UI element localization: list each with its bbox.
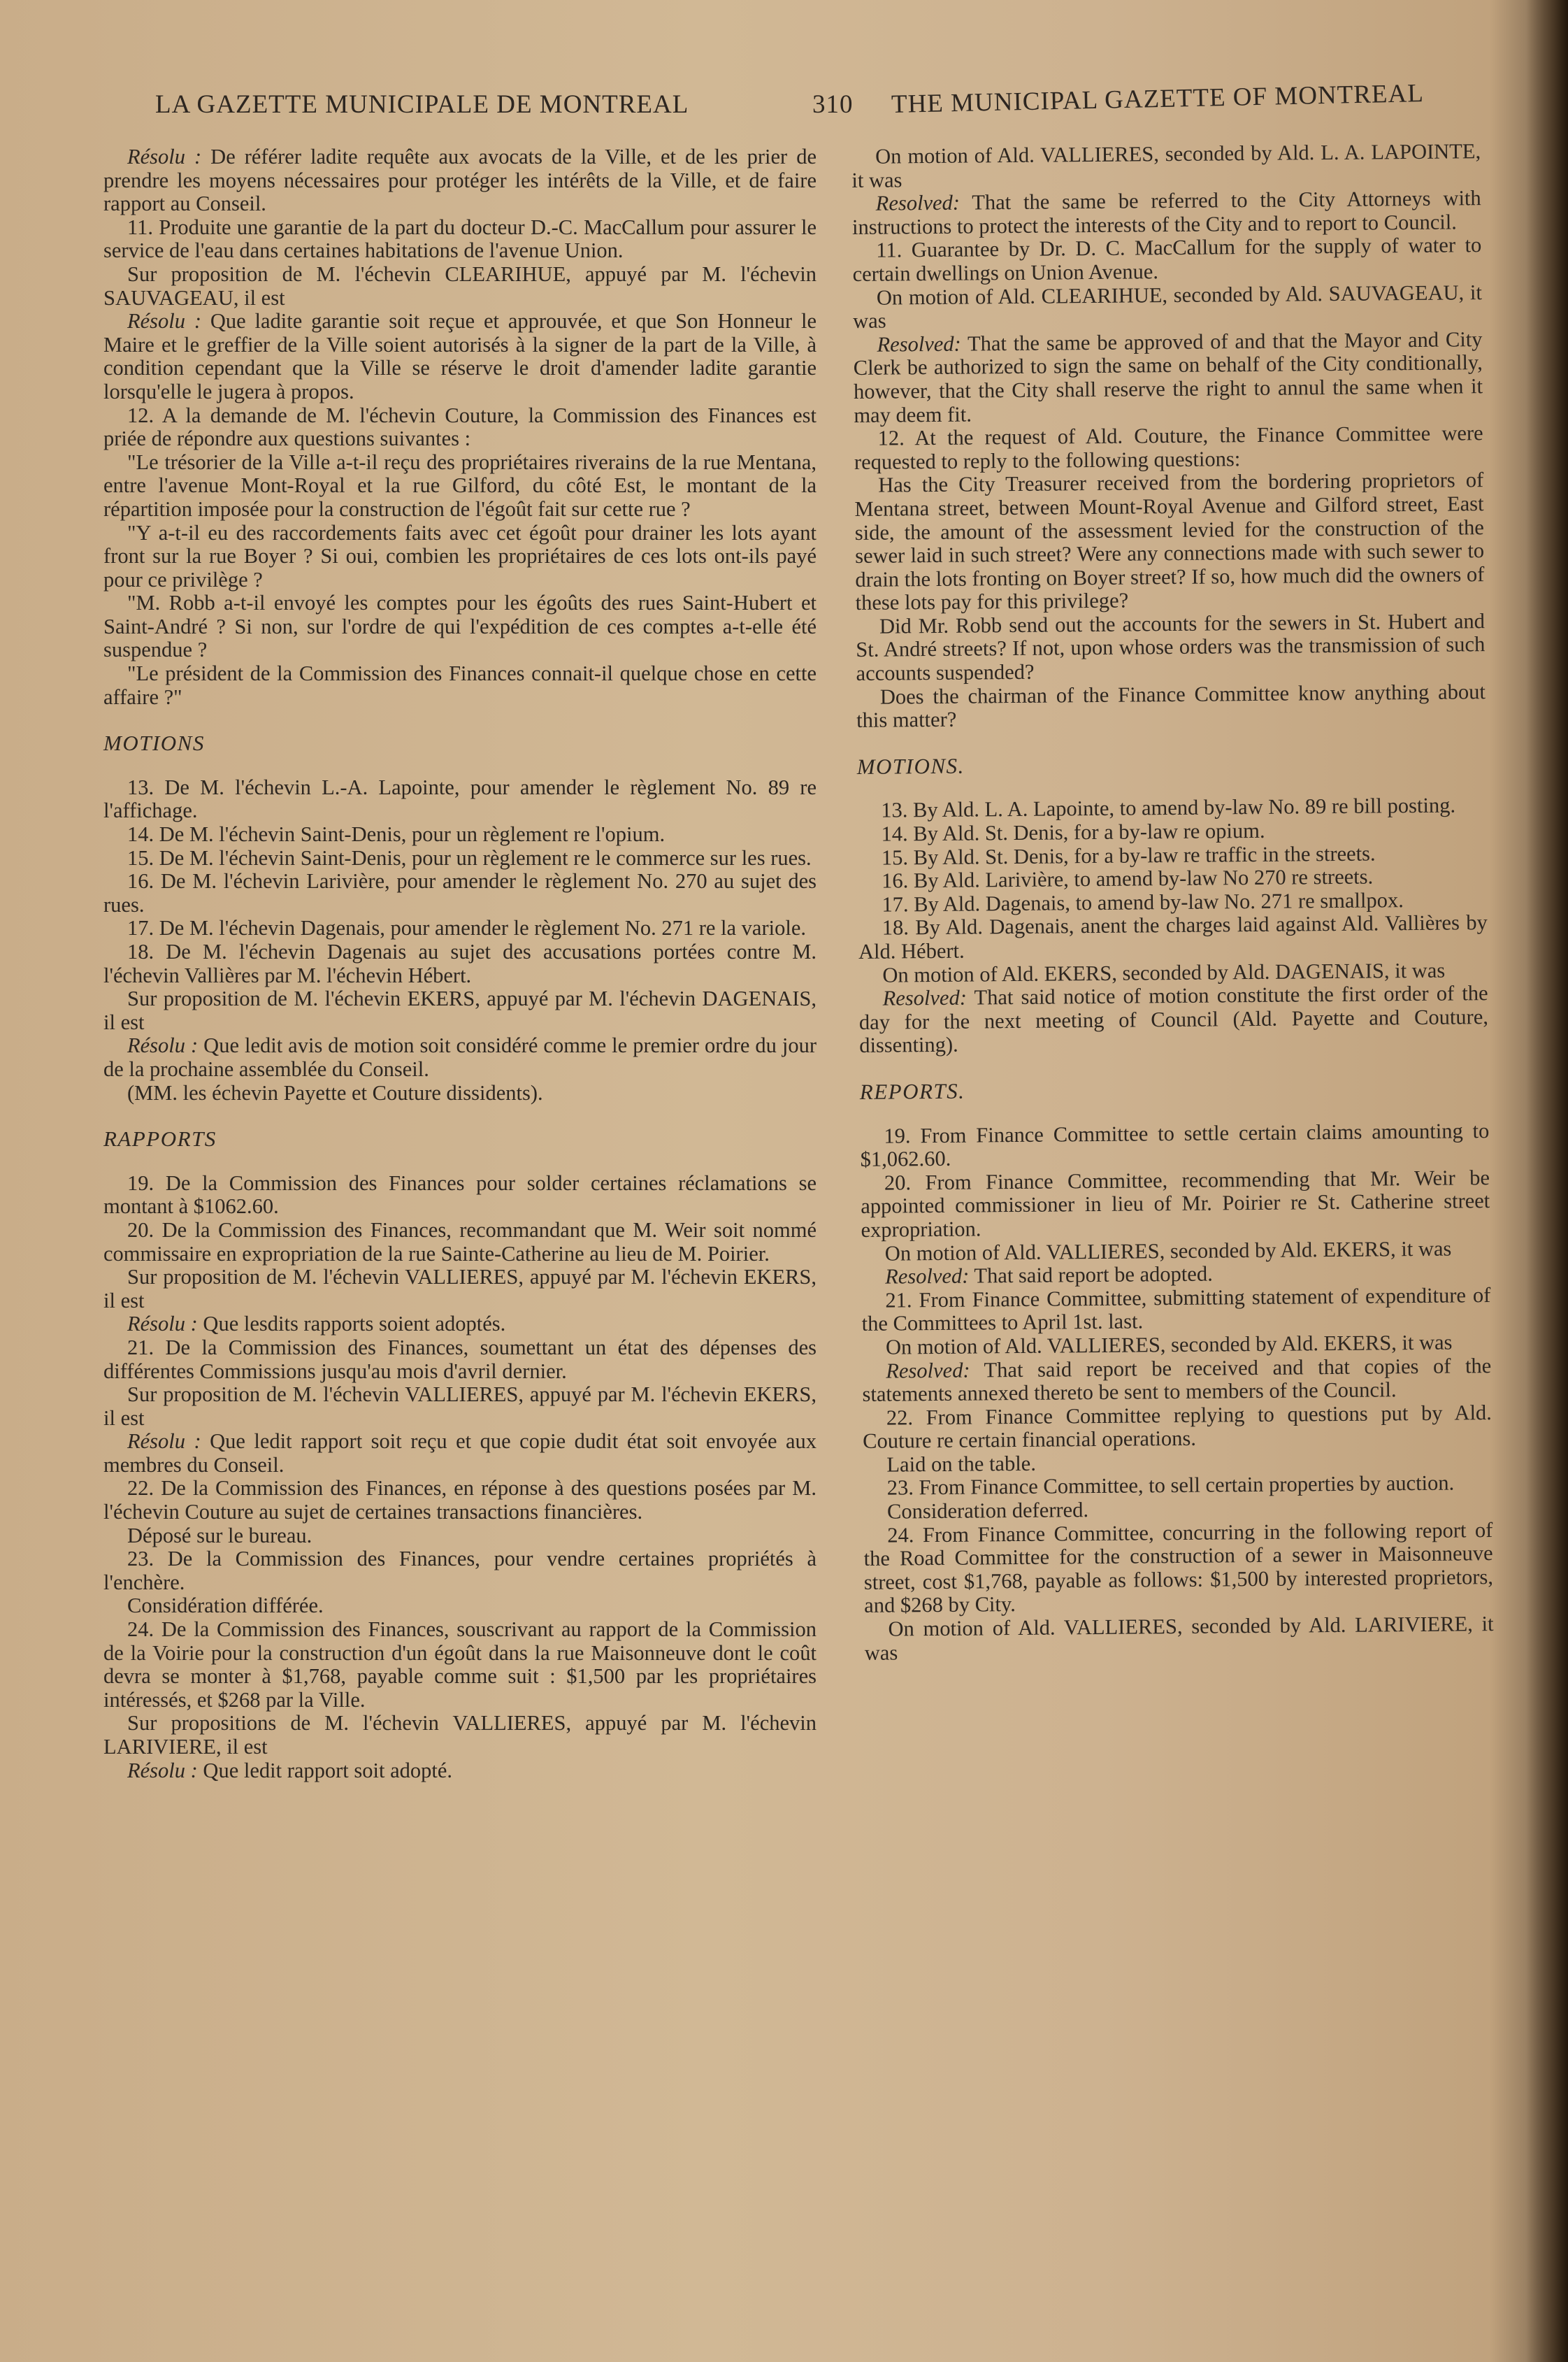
paragraph-text: On motion of Ald. EKERS, seconded by Ald. DAGENAIS, it was (882, 958, 1446, 987)
paragraph (854, 468, 1485, 615)
paragraph-text: Considération différée. (127, 1594, 324, 1618)
paragraph (103, 1712, 817, 1759)
paragraph-text: 23. From Finance Committee, to sell certain properties by auction. (886, 1471, 1455, 1501)
paragraph (103, 1547, 817, 1594)
paragraph (856, 680, 1486, 733)
resolution-label: Résolu : (127, 309, 202, 334)
paragraph-text: On motion of Ald. VALLIERES, seconded by Ald. LARIVIERE, it was (864, 1612, 1494, 1665)
paragraph (103, 870, 817, 917)
paragraph-text: 15. De M. l'échevin Saint-Denis, pour un règlement re le commerce sur les rues. (127, 845, 812, 870)
paragraph-text: Consideration deferred. (886, 1498, 1089, 1524)
paragraph-text: 24. De la Commission des Finances, souscrivant au rapport de la Commission de la Voirie pour la construction d'un égoût dans la rue Maisonneuve dont le coût devra se monter à $1,768, payable comme suit : $1,500 par les propriétaires intéressés, et $268 par la Ville. (103, 1617, 817, 1712)
paragraph-text: 12. At the request of Ald. Couture, the Finance Committee were requested to reply to the following questions: (854, 421, 1483, 474)
section-heading: MOTIONS (103, 731, 205, 756)
paragraph-text: That said report be adopted. (969, 1261, 1213, 1288)
paragraph-text: Sur proposition de M. l'échevin VALLIERES, appuyé par M. l'échevin EKERS, il est (103, 1265, 817, 1312)
paragraph (103, 145, 817, 216)
header-english-title: THE MUNICIPAL GAZETTE OF MONTREAL (891, 79, 1425, 119)
paragraph (852, 187, 1482, 239)
paragraph (103, 1759, 817, 1783)
paragraph (103, 404, 817, 451)
paragraph (856, 610, 1486, 686)
resolution-label: Résolu : (127, 1312, 198, 1336)
paragraph (103, 1082, 817, 1105)
paragraph-text: 18. De M. l'échevin Dagenais au sujet des accusations portées contre M. l'échevin Vallières par M. l'échevin Hébert. (103, 940, 817, 987)
paragraph-text: That the same be referred to the City Attorneys with instructions to protect the interests of the City and to report to Council. (851, 186, 1481, 239)
paragraph-text: Sur proposition de M. l'échevin CLEARIHUE, appuyé par M. l'échevin SAUVAGEAU, il est (103, 262, 817, 310)
paragraph (858, 912, 1488, 964)
paragraph-text: Has the City Treasurer received from the bordering proprietors of Mentana street, between Mount-Royal Avenue and Gilford street, East side, the amount of the assessment levied for the construction of the sewer laid in such street? Were any connections made with such sewer to drain the lots fronting on Boyer street? If so, how much did the owners of these lots pay for this privilege? (854, 468, 1485, 615)
paragraph-text: 14. De M. l'échevin Saint-Denis, pour un règlement re l'opium. (127, 822, 666, 847)
paragraph (103, 987, 817, 1034)
paragraph-text: 12. A la demande de M. l'échevin Couture, la Commission des Finances est priée de répondre aux questions suivantes : (103, 403, 817, 451)
paragraph-text: 16. De M. l'échevin Larivière, pour amender le règlement No. 270 au sujet des rues. (103, 869, 817, 917)
paragraph (103, 1430, 817, 1477)
paragraph-text: 17. By Ald. Dagenais, to amend by-law No. 271 re smallpox. (882, 887, 1404, 917)
paragraph (103, 1477, 817, 1524)
paragraph-text: That the same be approved of and that the Mayor and City Clerk be authorized to sign the same on behalf of the City conditionally, however, that the City shall reserve the right to annul the same when it may deem fit. (853, 327, 1483, 427)
paragraph (103, 847, 817, 871)
paragraph (861, 1284, 1491, 1336)
paragraph (103, 1219, 817, 1266)
paragraph (103, 1383, 817, 1430)
paragraph-text: 11. Guarantee by Dr. D. C. MacCallum for the supply of water to certain dwellings on Union Avenue. (852, 233, 1482, 286)
paragraph (861, 1166, 1490, 1243)
paragraph-text: On motion of Ald. VALLIERES, seconded by Ald. EKERS, it was (884, 1236, 1452, 1266)
resolution-label: Resolved: (877, 331, 961, 357)
paragraph-text: (MM. les échevin Payette et Couture dissidents). (127, 1080, 543, 1105)
resolution-label: Résolu : (127, 1758, 198, 1782)
section-heading: REPORTS. (859, 1078, 965, 1104)
resolution-label: Resolved: (884, 1264, 970, 1289)
paragraph-text: Sur proposition de M. l'échevin EKERS, appuyé par M. l'échevin DAGENAIS, il est (103, 987, 817, 1034)
paragraph-text: 22. De la Commission des Finances, en réponse à des questions posées par M. l'échevin Couture au sujet de certaines transactions financières. (103, 1476, 817, 1524)
paragraph-text: On motion of Ald. VALLIERES, seconded by Ald. L. A. LAPOINTE, it was (851, 139, 1481, 192)
paragraph (103, 1312, 817, 1336)
paragraph-text: 20. From Finance Committee, recommending that Mr. Weir be appointed commissioner in lieu of Mr. Poirier re St. Catherine street expropriation. (861, 1165, 1490, 1242)
paragraph-text: 21. From Finance Committee, submitting statement of expenditure of the Committees to April 1st. last. (861, 1282, 1491, 1336)
paragraph (864, 1612, 1494, 1665)
header-french-title: LA GAZETTE MUNICIPALE DE MONTREAL (155, 90, 689, 119)
paragraph (863, 1519, 1493, 1618)
paragraph (851, 140, 1481, 192)
paragraph (103, 662, 817, 709)
paragraph-text: Que ledit rapport soit reçu et que copie dudit état soit envoyée aux membres du Conseil. (103, 1429, 817, 1477)
paragraph-text: De référer ladite requête aux avocats de la Ville, et de les prier de prendre les moyens nécessaires pour protéger les intérêts de la Ville, et de faire rapport au Conseil. (103, 145, 817, 216)
paragraph (103, 1266, 817, 1312)
paragraph (103, 1336, 817, 1383)
paragraph-text: Sur propositions de M. l'échevin VALLIERES, appuyé par M. l'échevin LARIVIERE, il est (103, 1711, 817, 1759)
paragraph (103, 522, 817, 592)
paragraph (103, 1618, 817, 1712)
french-column (103, 145, 817, 1782)
paragraph (103, 1172, 817, 1219)
paragraph (854, 422, 1484, 474)
paragraph-text: On motion of Ald. VALLIERES, seconded by Ald. EKERS, it was (885, 1330, 1453, 1359)
section-heading: MOTIONS. (856, 753, 965, 779)
paragraph-text: 11. Produite une garantie de la part du docteur D.-C. MacCallum pour assurer le service de l'eau dans certaines habitations de l'avenue Union. (103, 215, 817, 263)
paragraph-text: 23. De la Commission des Finances, pour vendre certaines propriétés à l'enchère. (103, 1547, 817, 1594)
paragraph (103, 592, 817, 662)
paragraph-text: 19. De la Commission des Finances pour solder certaines réclamations se montant à $1062.60. (103, 1171, 817, 1219)
page-header (0, 79, 1568, 131)
paragraph (103, 1524, 817, 1548)
resolution-label: Résolu : (127, 145, 202, 169)
page-number: 310 (812, 90, 854, 119)
paragraph-text: 20. De la Commission des Finances, recommandant que M. Weir soit nommé commissaire en expropriation de la rue Sainte-Catherine au lieu de M. Poirier. (103, 1217, 817, 1266)
paragraph (103, 310, 817, 403)
paragraph (853, 281, 1483, 334)
paragraph (860, 1119, 1490, 1172)
paragraph (103, 940, 817, 987)
resolution-label: Résolu : (127, 1033, 199, 1058)
paragraph-text: 13. De M. l'échevin L.-A. Lapointe, pour amender le règlement No. 89 re l'affichage. (103, 775, 817, 823)
paragraph-text: 22. From Finance Committee replying to questions put by Ald. Couture re certain financial operations. (863, 1400, 1492, 1454)
paragraph-text: Does the chairman of the Finance Committee know anything about this matter? (856, 679, 1486, 733)
paragraph (103, 917, 817, 940)
paragraph-text: 24. From Finance Committee, concurring in the following report of the Road Committee for the construction of a sewer in Maisonneuve street, cost $1,768, payable as follows: $1,500 by interested proprietors, and $268 by City. (863, 1517, 1494, 1618)
paragraph (103, 451, 817, 522)
paragraph-text: Que lesdits rapports soient adoptés. (197, 1312, 506, 1336)
paragraph-text: Did Mr. Robb send out the accounts for the sewers in St. Hubert and St. André streets? If not, upon whose orders was the transmission of such accounts suspended? (856, 608, 1486, 686)
paragraph-text: Déposé sur le bureau. (127, 1523, 312, 1547)
paragraph-text: "Y a-t-il eu des raccordements faits avec cet égoût pour drainer les lots ayant front sur la rue Boyer ? Si oui, combien les propriétaires de ces lots ont-ils payé pour ce privilège ? (103, 520, 817, 592)
paragraph (863, 1401, 1493, 1454)
paragraph (103, 216, 817, 263)
paragraph-text: Que ledit rapport soit adopté. (197, 1758, 453, 1782)
paragraph-text: That said notice of motion constitute the first order of the day for the next meeting of Council (Ald. Payette and Couture, dissenting). (858, 981, 1489, 1058)
paragraph (852, 234, 1482, 287)
paragraph-text: 17. De M. l'échevin Dagenais, pour amender le règlement No. 271 re la variole. (127, 916, 806, 940)
paragraph (103, 823, 817, 847)
resolution-label: Resolved: (886, 1358, 970, 1383)
paragraph (853, 328, 1483, 427)
paragraph (859, 982, 1489, 1058)
paragraph (103, 263, 817, 310)
paragraph (103, 1594, 817, 1618)
paragraph-text: Que ladite garantie soit reçue et approuvée, et que Son Honneur le Maire et le greffier de la Ville soient autorisés à la signer de la part de la Ville, à condition cependant que la Ville se réserve le droit d'amender ladite garantie lorsqu'elle le jugera à propos. (103, 309, 817, 403)
paragraph-text: 15. By Ald. St. Denis, for a by-law re traffic in the streets. (881, 841, 1376, 870)
paragraph-text: Laid on the table. (886, 1451, 1037, 1477)
paragraph-text: 19. From Finance Committee to settle certain claims amounting to $1,062.60. (860, 1118, 1490, 1172)
paragraph-text: That said report be received and that copies of the statements annexed thereto be sent to members of the Council. (862, 1353, 1492, 1407)
paragraph-text: 13. By Ald. L. A. Lapointe, to amend by-law No. 89 re bill posting. (881, 793, 1456, 823)
paragraph-text: 16. By Ald. Larivière, to amend by-law No 270 re streets. (882, 864, 1374, 893)
paragraph-text: "Le président de la Commission des Finances connait-il quelque chose en cette affaire ?" (103, 661, 817, 709)
paragraph-text: On motion of Ald. CLEARIHUE, seconded by Ald. SAUVAGEAU, it was (853, 280, 1483, 334)
paragraph (862, 1354, 1492, 1407)
resolution-label: Résolu : (127, 1429, 201, 1454)
paragraph-text: Que ledit avis de motion soit considéré comme le premier ordre du jour de la prochaine assemblée du Conseil. (103, 1033, 817, 1081)
english-column (851, 140, 1494, 1665)
paragraph (103, 1034, 817, 1081)
paragraph-text: "Le trésorier de la Ville a-t-il reçu des propriétaires riverains de la rue Mentana, entre l'avenue Mont-Royal et la rue Gilford, du côté Est, le montant de la répartition imposée pour la construction de l'égoût fait sur cette rue ? (103, 450, 817, 521)
resolution-label: Resolved: (882, 985, 968, 1010)
paragraph-text: Sur proposition de M. l'échevin VALLIERES, appuyé par M. l'échevin EKERS, il est (103, 1382, 817, 1430)
paragraph-text: 18. By Ald. Dagenais, anent the charges laid against Ald. Vallières by Ald. Hébert. (858, 910, 1488, 964)
resolution-label: Resolved: (875, 190, 961, 215)
paragraph (103, 776, 817, 823)
paragraph-text: "M. Robb a-t-il envoyé les comptes pour les égoûts des rues Saint-Hubert et Saint-André ? Si non, sur l'ordre de qui l'expédition de ces comptes a-t-elle été suspendue ? (103, 591, 817, 662)
page-binding-shadow (1526, 0, 1568, 2362)
paragraph-text: 21. De la Commission des Finances, soumettant un état des dépenses des différentes Commissions jusqu'au mois d'avril dernier. (103, 1335, 817, 1383)
section-heading: RAPPORTS (103, 1126, 217, 1152)
paragraph-text: 14. By Ald. St. Denis, for a by-law re opium. (881, 818, 1265, 846)
